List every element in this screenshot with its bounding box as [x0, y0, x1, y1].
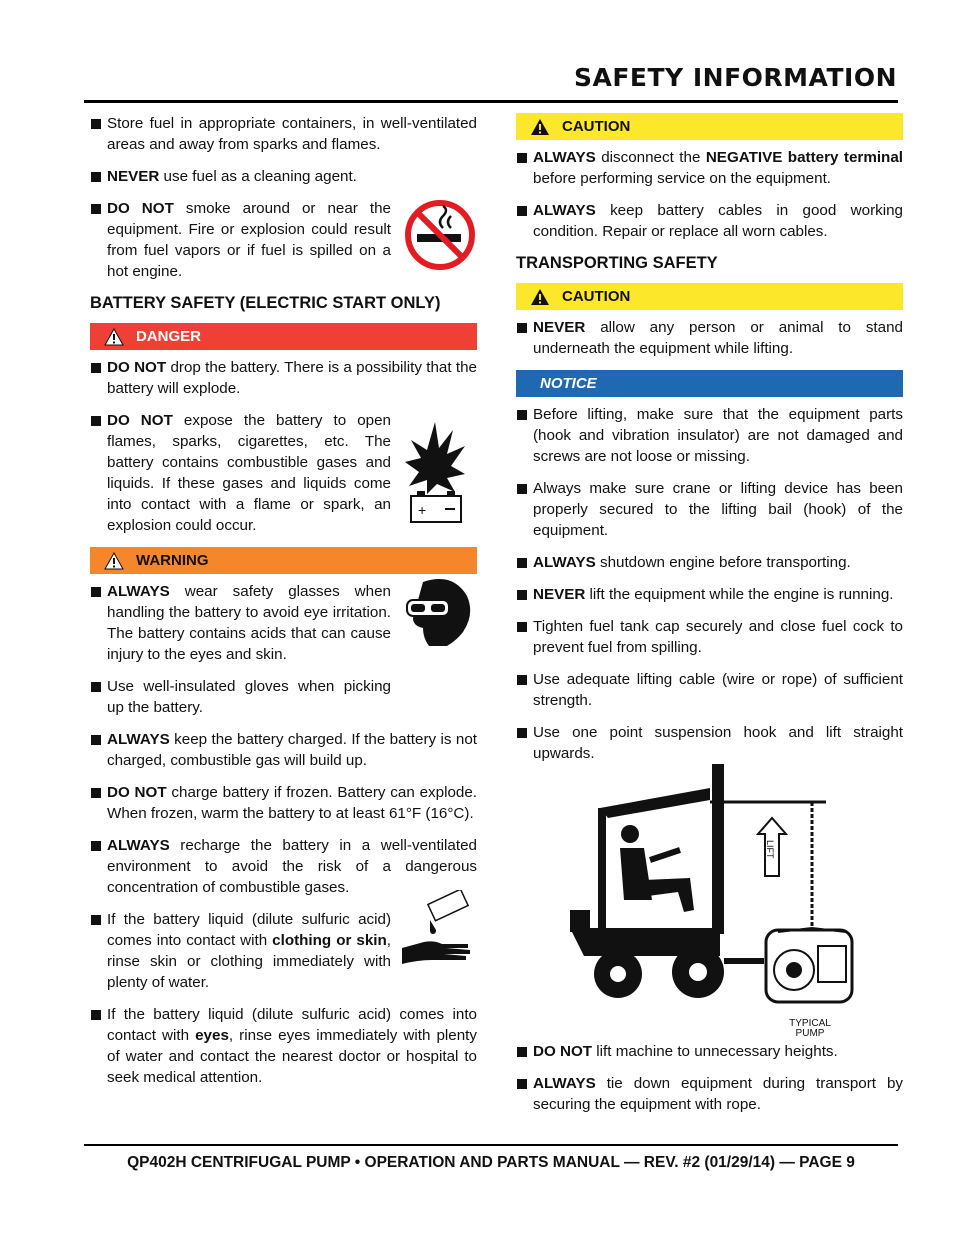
- safety-glasses-icon: [403, 574, 477, 648]
- list-item: Use one point suspension hook and lift straight upwards.: [516, 722, 903, 764]
- list-item: DO NOT drop the battery. There is a possibility that the battery will explode.: [90, 357, 477, 399]
- page-title: SAFETY INFORMATION: [574, 63, 897, 92]
- list-item: ALWAYS wear safety glasses when handling the battery to avoid eye irritation. The battery contains acids that can cause injury to the eyes and skin.: [90, 581, 391, 665]
- right-column: [516, 113, 903, 775]
- list-item: DO NOT lift machine to unnecessary heights.: [516, 1041, 903, 1062]
- alert-triangle-icon: [530, 118, 550, 136]
- list-item: DO NOT charge battery if frozen. Battery can explode. When frozen, warm the battery to at least 61°F (16°C).: [90, 782, 477, 824]
- figure-caption: TYPICAL: [789, 1018, 831, 1029]
- list-item: ALWAYS keep battery cables in good working condition. Repair or replace all worn cables.: [516, 200, 903, 242]
- caution-banner: CAUTION: [516, 283, 903, 310]
- list-item: Use well-insulated gloves when picking up the battery.: [90, 676, 391, 718]
- figure-caption: PUMP: [795, 1028, 825, 1039]
- alert-triangle-icon: [530, 288, 550, 306]
- footer-rule: [84, 1144, 898, 1146]
- transporting-safety-heading: TRANSPORTING SAFETY: [516, 254, 718, 272]
- header-rule: [84, 100, 898, 103]
- list-item: ALWAYS shutdown engine before transporting.: [516, 552, 903, 573]
- alert-triangle-icon: [104, 552, 124, 570]
- danger-banner: DANGER: [90, 323, 477, 350]
- list-item: ALWAYS keep the battery charged. If the battery is not charged, combustible gas will build up.: [90, 729, 477, 771]
- list-item: ALWAYS recharge the battery in a well-ventilated environment to avoid the risk of a dangerous concentration of combustible gases.: [90, 835, 477, 898]
- alert-triangle-icon: [104, 328, 124, 346]
- list-item: NEVER allow any person or animal to stand underneath the equipment while lifting.: [516, 317, 903, 359]
- battery-explosion-icon: [403, 420, 467, 526]
- list-item: Always make sure crane or lifting device has been properly secured to the lifting bail (hook) of the equipment.: [516, 478, 903, 541]
- no-smoking-icon: [403, 198, 477, 272]
- list-item: Before lifting, make sure that the equipment parts (hook and vibration insulator) are not damaged and screws are not loose or missing.: [516, 404, 903, 467]
- warning-banner: WARNING: [90, 547, 477, 574]
- list-item: Use adequate lifting cable (wire or rope) of sufficient strength.: [516, 669, 903, 711]
- battery-safety-heading: BATTERY SAFETY (ELECTRIC START ONLY): [90, 294, 441, 312]
- list-item: DO NOT smoke around or near the equipment. Fire or explosion could result from fuel vapors or if fuel is spilled on a hot engine.: [90, 198, 391, 282]
- right-column-bottom: [516, 1041, 903, 1126]
- list-item: If the battery liquid (dilute sulfuric acid) comes into contact with eyes, rinse eyes immediately with plenty of water and contact the nearest doctor or hospital to seek medical attention.: [90, 1004, 477, 1088]
- acid-hand-icon: [398, 890, 472, 970]
- page-footer: QP402H CENTRIFUGAL PUMP • OPERATION AND PARTS MANUAL — REV. #2 (01/29/14) — PAGE 9: [127, 1154, 855, 1171]
- caution-banner: CAUTION: [516, 113, 903, 140]
- forklift-lifting-pump-figure: [560, 760, 860, 1040]
- svg-text:+: +: [418, 502, 427, 518]
- list-item: ALWAYS disconnect the NEGATIVE battery terminal before performing service on the equipment.: [516, 147, 903, 189]
- list-item: ALWAYS tie down equipment during transport by securing the equipment with rope.: [516, 1073, 903, 1115]
- list-item: NEVER use fuel as a cleaning agent.: [90, 166, 477, 187]
- lift-label: LIFT: [765, 840, 775, 859]
- list-item: DO NOT expose the battery to open flames, sparks, cigarettes, etc. The battery contains combustible gases and liquids. If these gases and liquids come into contact with a flame or spark, an explosion could occur.: [90, 410, 391, 536]
- list-item: Store fuel in appropriate containers, in well-ventilated areas and away from sparks and flames.: [90, 113, 477, 155]
- notice-banner: NOTICE: [516, 370, 903, 397]
- list-item: Tighten fuel tank cap securely and close fuel cock to prevent fuel from spilling.: [516, 616, 903, 658]
- list-item: If the battery liquid (dilute sulfuric acid) comes into contact with clothing or skin, rinse skin or clothing immediately with plenty of water.: [90, 909, 391, 993]
- list-item: NEVER lift the equipment while the engine is running.: [516, 584, 903, 605]
